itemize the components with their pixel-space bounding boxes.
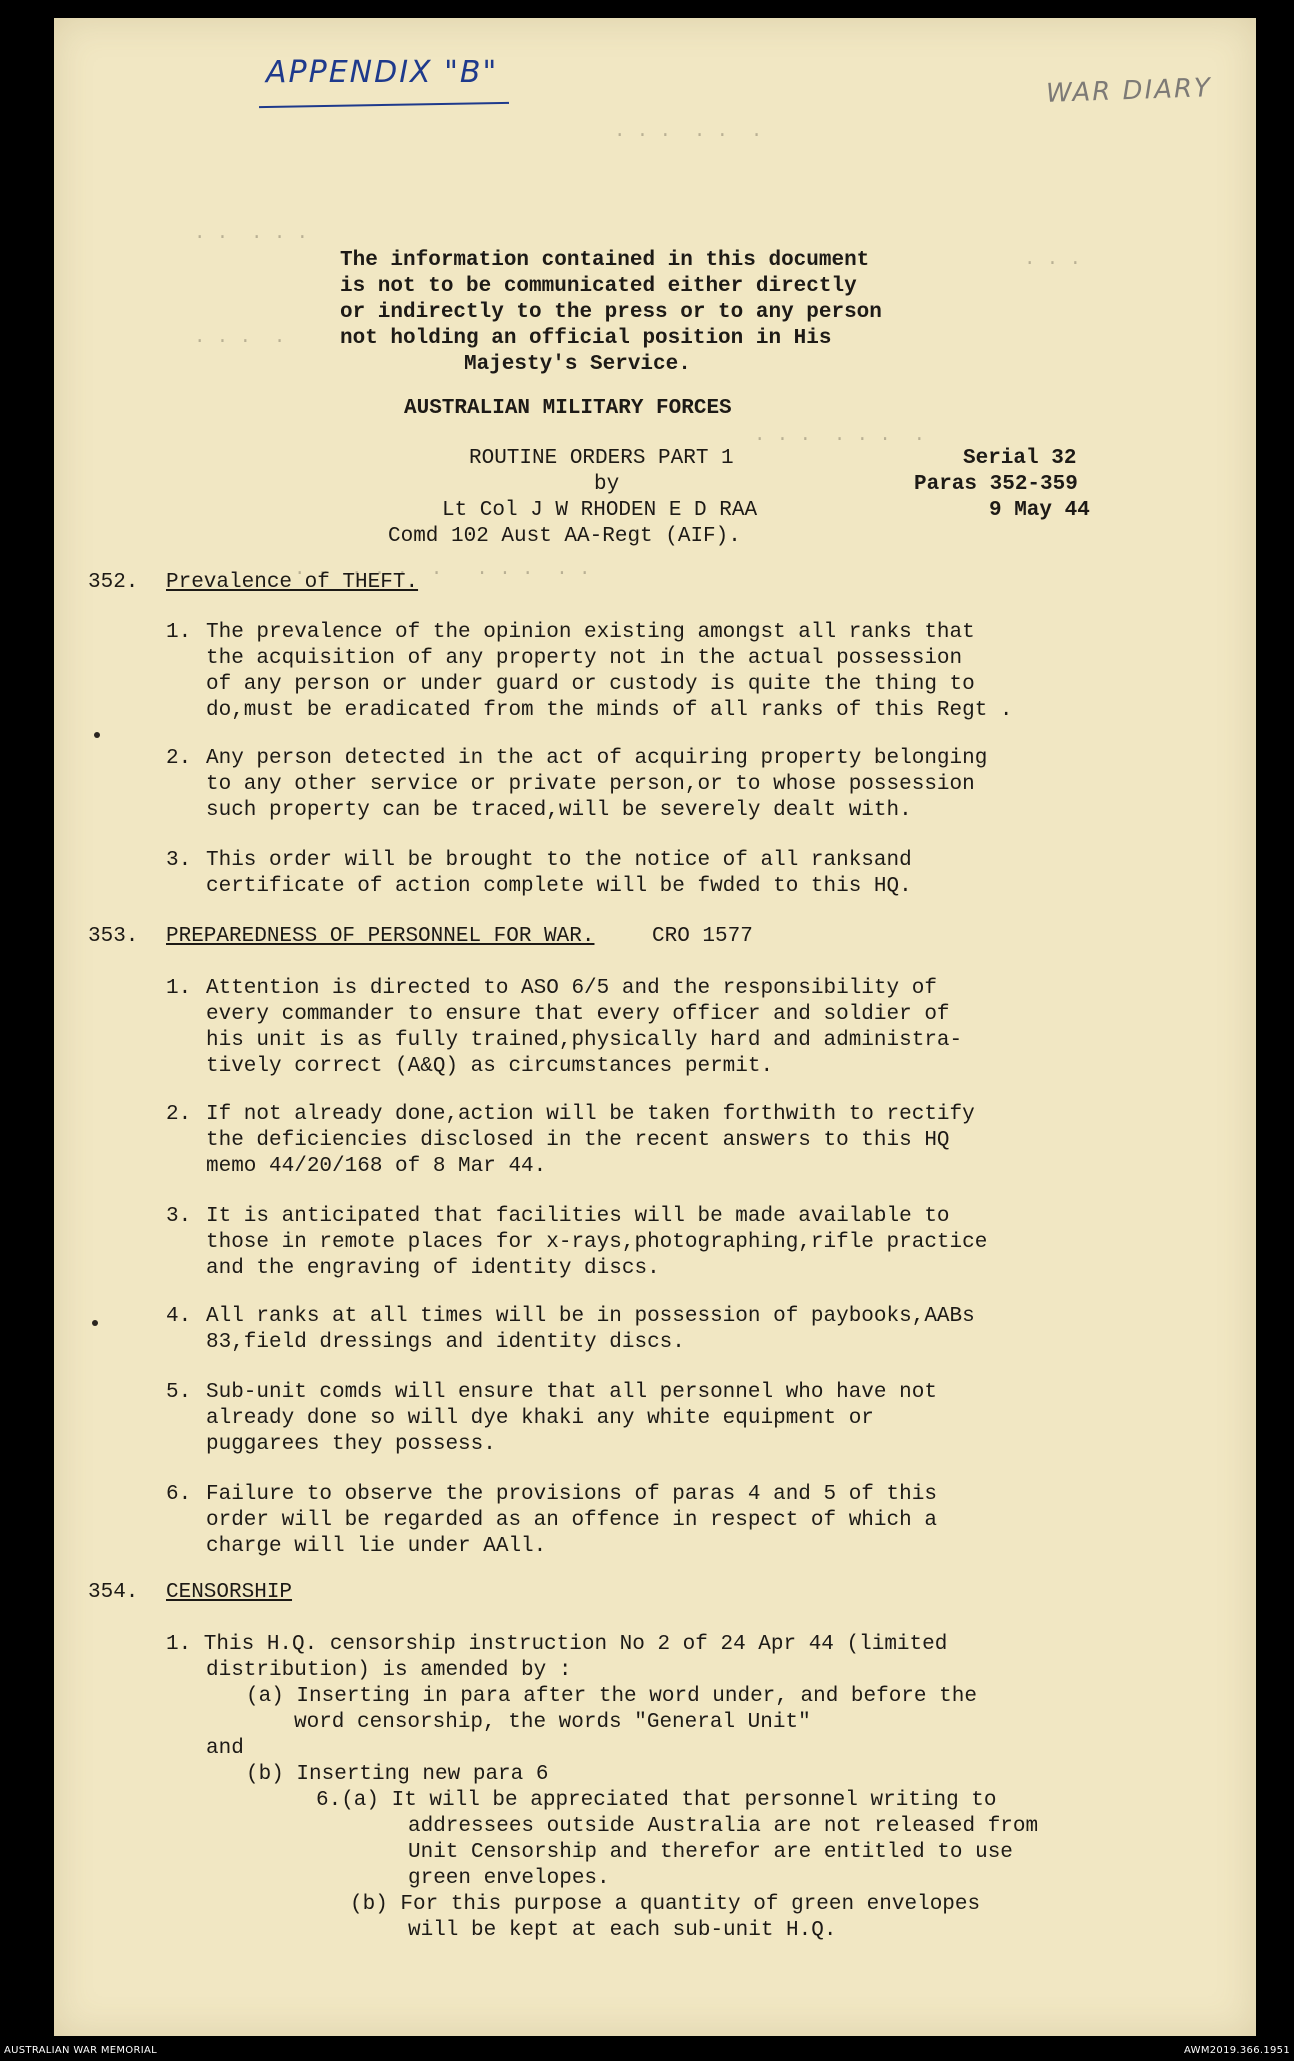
stray-mark — [92, 1320, 98, 1326]
section-reference: CRO 1577 — [652, 925, 753, 948]
item-number: 3. — [166, 849, 192, 872]
section-number: 353. — [88, 925, 139, 948]
censorship-line: and — [206, 1737, 244, 1760]
document-page — [54, 18, 1256, 2036]
item-line: such property can be traced,will be severely dealt with. — [206, 799, 912, 822]
appendix-annotation: APPENDIX "B" — [266, 55, 499, 90]
censorship-line: 1. This H.Q. censorship instruction No 2 of 24 Apr 44 (limited — [166, 1633, 948, 1656]
item-line: It is anticipated that facilities will be made available to — [206, 1205, 950, 1228]
item-number: 1. — [166, 621, 192, 644]
item-line: charge will lie under AAll. — [206, 1535, 547, 1558]
censorship-line: will be kept at each sub-unit H.Q. — [408, 1919, 837, 1942]
item-line: the deficiencies disclosed in the recent answers to this HQ — [206, 1129, 950, 1152]
force-heading: AUSTRALIAN MILITARY FORCES — [404, 397, 732, 420]
document-body — [54, 18, 1256, 2036]
censorship-line: (b) For this purpose a quantity of green envelopes — [350, 1893, 981, 1916]
item-line: to any other service or private person,or to whose possession — [206, 773, 975, 796]
secret-notice-line: or indirectly to the press or to any person — [340, 301, 882, 324]
section-title: PREPAREDNESS OF PERSONNEL FOR WAR. — [166, 925, 595, 948]
item-line: Failure to observe the provisions of paras 4 and 5 of this — [206, 1483, 937, 1506]
item-number: 5. — [166, 1381, 192, 1404]
war-diary-annotation: WAR DIARY — [1045, 73, 1213, 109]
item-line: The prevalence of the opinion existing amongst all ranks that — [206, 621, 975, 644]
item-line: the acquisition of any property not in the actual possession — [206, 647, 963, 670]
censorship-line: green envelopes. — [408, 1867, 610, 1890]
item-line: If not already done,action will be taken forthwith to rectify — [206, 1103, 975, 1126]
item-line: already done so will dye khaki any white equipment or — [206, 1407, 874, 1430]
item-line: those in remote places for x-rays,photographing,rifle practice — [206, 1231, 988, 1254]
item-number: 1. — [166, 977, 192, 1000]
item-number: 3. — [166, 1205, 192, 1228]
item-number: 2. — [166, 747, 192, 770]
censorship-line: addressees outside Australia are not released from — [408, 1815, 1039, 1838]
item-number: 4. — [166, 1305, 192, 1328]
item-line: do,must be eradicated from the minds of all ranks of this Regt . — [206, 699, 1013, 722]
appendix-underline — [259, 102, 509, 108]
item-line: tively correct (A&Q) as circumstances permit. — [206, 1055, 774, 1078]
item-line: of any person or under guard or custody is quite the thing to — [206, 673, 975, 696]
item-line: order will be regarded as an offence in respect of which a — [206, 1509, 937, 1532]
censorship-line: word censorship, the words "General Unit" — [294, 1711, 811, 1734]
censorship-line: (a) Inserting in para after the word under, and before the — [246, 1685, 977, 1708]
secret-notice-line: is not to be communicated either directly — [340, 275, 857, 298]
item-line: Attention is directed to ASO 6/5 and the responsibility of — [206, 977, 937, 1000]
bleed-through-mark: . . . — [1024, 248, 1082, 270]
censorship-line: (b) Inserting new para 6 — [246, 1763, 549, 1786]
orders-date: 9 May 44 — [989, 499, 1090, 522]
bleed-through-mark: . . . . — [194, 326, 286, 348]
item-line: and the engraving of identity discs. — [206, 1257, 660, 1280]
censorship-line: Unit Censorship and therefor are entitled to use — [408, 1841, 1013, 1864]
bleed-through-mark: . . . . . . . — [754, 424, 926, 446]
item-line: memo 44/20/168 of 8 Mar 44. — [206, 1155, 547, 1178]
bleed-through-mark: . . . . . . . . . . . — [294, 558, 591, 580]
footer-accession-number: AWM2019.366.1951 — [1184, 2045, 1290, 2056]
secret-notice-line: Majesty's Service. — [464, 353, 691, 376]
item-line: certificate of action complete will be fwded to this HQ. — [206, 875, 912, 898]
footer-attribution: AUSTRALIAN WAR MEMORIAL — [4, 2045, 157, 2056]
item-number: 2. — [166, 1103, 192, 1126]
item-line: every commander to ensure that every officer and soldier of — [206, 1003, 950, 1026]
section-number: 354. — [88, 1581, 139, 1604]
item-number: 6. — [166, 1483, 192, 1506]
orders-officer: Lt Col J W RHODEN E D RAA — [442, 499, 758, 522]
orders-title: ROUTINE ORDERS PART 1 — [469, 447, 734, 470]
secret-notice-line: The information contained in this document — [340, 249, 870, 272]
stray-mark — [94, 732, 100, 738]
bleed-through-mark: . . . . . . — [614, 120, 763, 142]
item-line: All ranks at all times will be in possession of paybooks,AABs — [206, 1305, 975, 1328]
item-line: his unit is as fully trained,physically hard and administra- — [206, 1029, 963, 1052]
item-line: Sub-unit comds will ensure that all personnel who have not — [206, 1381, 937, 1404]
item-line: 83,field dressings and identity discs. — [206, 1331, 685, 1354]
serial-number: Serial 32 — [963, 447, 1077, 470]
bleed-through-mark: . . . . . — [194, 222, 309, 244]
item-line: puggarees they possess. — [206, 1433, 496, 1456]
orders-by: by — [594, 473, 620, 496]
censorship-line: 6.(a) It will be appreciated that personnel writing to — [316, 1789, 997, 1812]
paras-range: Paras 352-359 — [914, 473, 1078, 496]
section-title: CENSORSHIP — [166, 1581, 293, 1604]
section-title: Prevalence of THEFT. — [166, 571, 419, 594]
secret-notice-line: not holding an official position in His — [340, 327, 832, 350]
section-number: 352. — [88, 571, 139, 594]
item-line: Any person detected in the act of acquiring property belonging — [206, 747, 988, 770]
orders-command: Comd 102 Aust AA-Regt (AIF). — [388, 525, 741, 548]
item-line: This order will be brought to the notice of all ranksand — [206, 849, 912, 872]
censorship-line: distribution) is amended by : — [206, 1659, 572, 1682]
